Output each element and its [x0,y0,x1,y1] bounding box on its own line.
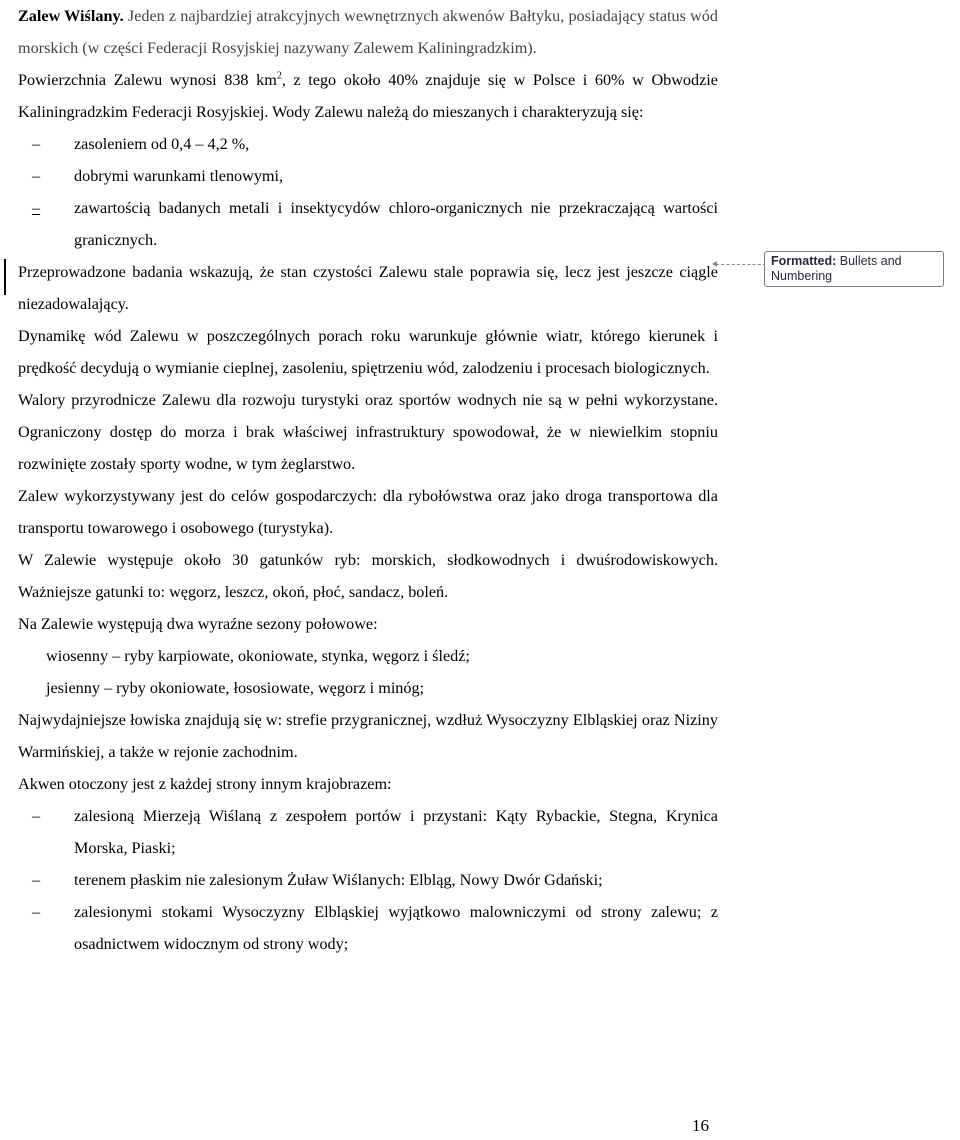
paragraph-area [18,64,718,128]
list-item [18,160,718,192]
lead-heading: Zalew Wiślany. [18,7,124,25]
area-text-post: , z tego około 40% znajduje się w Polsce i 60% w Obwodzie Kaliningradzkim Federacji Rosyjskiej. Wody Zalewu należą do mieszanych i charakteryzują się: [18,71,718,121]
paragraph-tourism: Walory przyrodnicze Zalewu dla rozwoju turystyki oraz sportów wodnych nie są w pełni wykorzystane. Ograniczony dostęp do morza i brak właściwej infrastruktury spowodował, że w niewielkim stopniu rozwinięte zostały sporty wodne, w tym żeglarstwo. [18,391,718,473]
list-item [18,864,718,896]
dash-bullet: – [31,871,41,889]
balloon-label: Formatted: [771,254,837,268]
paragraph-cleanliness: Przeprowadzone badania wskazują, że stan czystości Zalewu stale poprawia się, lecz jest jeszcze ciągle niezadowalający. [18,263,718,313]
list-item [18,128,718,160]
list-item [18,800,718,864]
dash-bullet: – [31,135,41,153]
list-item-text: terenem płaskim nie zalesionym Żuław Wiślanych: Elbląg, Nowy Dwór Gdański; [74,871,603,889]
paragraph-landscape: Akwen otoczony jest z każdej strony innym krajobrazem: [18,775,392,793]
list-item-text: zasoleniem od 0,4 – 4,2 %, [74,135,250,153]
list-item-text: zawartością badanych metali i insektycydów chloro-organicznych nie przekraczającą wartości granicznych. [74,199,718,249]
balloon-text: Bullets and Numbering [771,254,902,283]
list-item: wiosenny – ryby karpiowate, okoniowate, stynka, węgorz i śledź; [46,647,470,665]
list-item: jesienny – ryby okoniowate, łososiowate, węgorz i minóg; [46,679,425,697]
list-item [18,896,718,960]
seasons-list [18,640,718,704]
page-number: 16 [692,1116,709,1135]
landscape-list [18,800,718,960]
comment-connector [716,264,766,266]
list-item-formatted [18,192,718,256]
water-properties-list [18,128,718,256]
document-body [18,0,718,960]
list-item-text: dobrymi warunkami tlenowymi, [74,167,284,185]
paragraph-seasons: Na Zalewie występują dwa wyraźne sezony połowowe: [18,615,378,633]
dash-bullet: – [31,903,41,921]
list-item-text: zalesioną Mierzeją Wiślaną z zespołem portów i przystani: Kąty Rybackie, Stegna, Krynica Morska, Piaski; [74,807,718,857]
paragraph-economy: Zalew wykorzystywany jest do celów gospodarczych: dla rybołówstwa oraz jako droga transportowa dla transportu towarowego i osobowego (turystyka). [18,487,718,537]
paragraph-intro [18,0,718,64]
dash-bullet: – [31,199,41,217]
area-text-pre: Powierzchnia Zalewu wynosi 838 km [18,71,277,89]
change-bar [4,259,6,295]
superscript: 2 [276,70,282,82]
list-item-text: zalesionymi stokami Wysoczyzny Elbląskiej wyjątkowo malowniczymi od strony zalewu; z osadnictwem widocznym od strony wody; [74,903,718,953]
dash-bullet: – [31,807,41,825]
paragraph-dynamics: Dynamikę wód Zalewu w poszczególnych porach roku warunkuje głównie wiatr, którego kierunek i prędkość decydują o wymianie cieplnej, zasoleniu, spiętrzeniu wód, zalodzeniu i procesach biologicznych. [18,327,718,377]
paragraph-fishing-grounds: Najwydajniejsze łowiska znajdują się w: strefie przygranicznej, wzdłuż Wysoczyzny Elbląskiej oraz Niziny Warmińskiej, a także w rejonie zachodnim. [18,711,718,761]
dash-bullet: – [31,167,41,185]
paragraph-fish: W Zalewie występuje około 30 gatunków ryb: morskich, słodkowodnych i dwuśrodowiskowych. Ważniejsze gatunki to: węgorz, leszcz, okoń, płoć, sandacz, boleń. [18,551,718,601]
formatting-balloon[interactable] [764,251,944,287]
intro-text: Jeden z najbardziej atrakcyjnych wewnętrznych akwenów Bałtyku, posiadający status wód morskich (w części Federacji Rosyjskiej nazywany Zalewem Kaliningradzkim). [18,7,718,57]
